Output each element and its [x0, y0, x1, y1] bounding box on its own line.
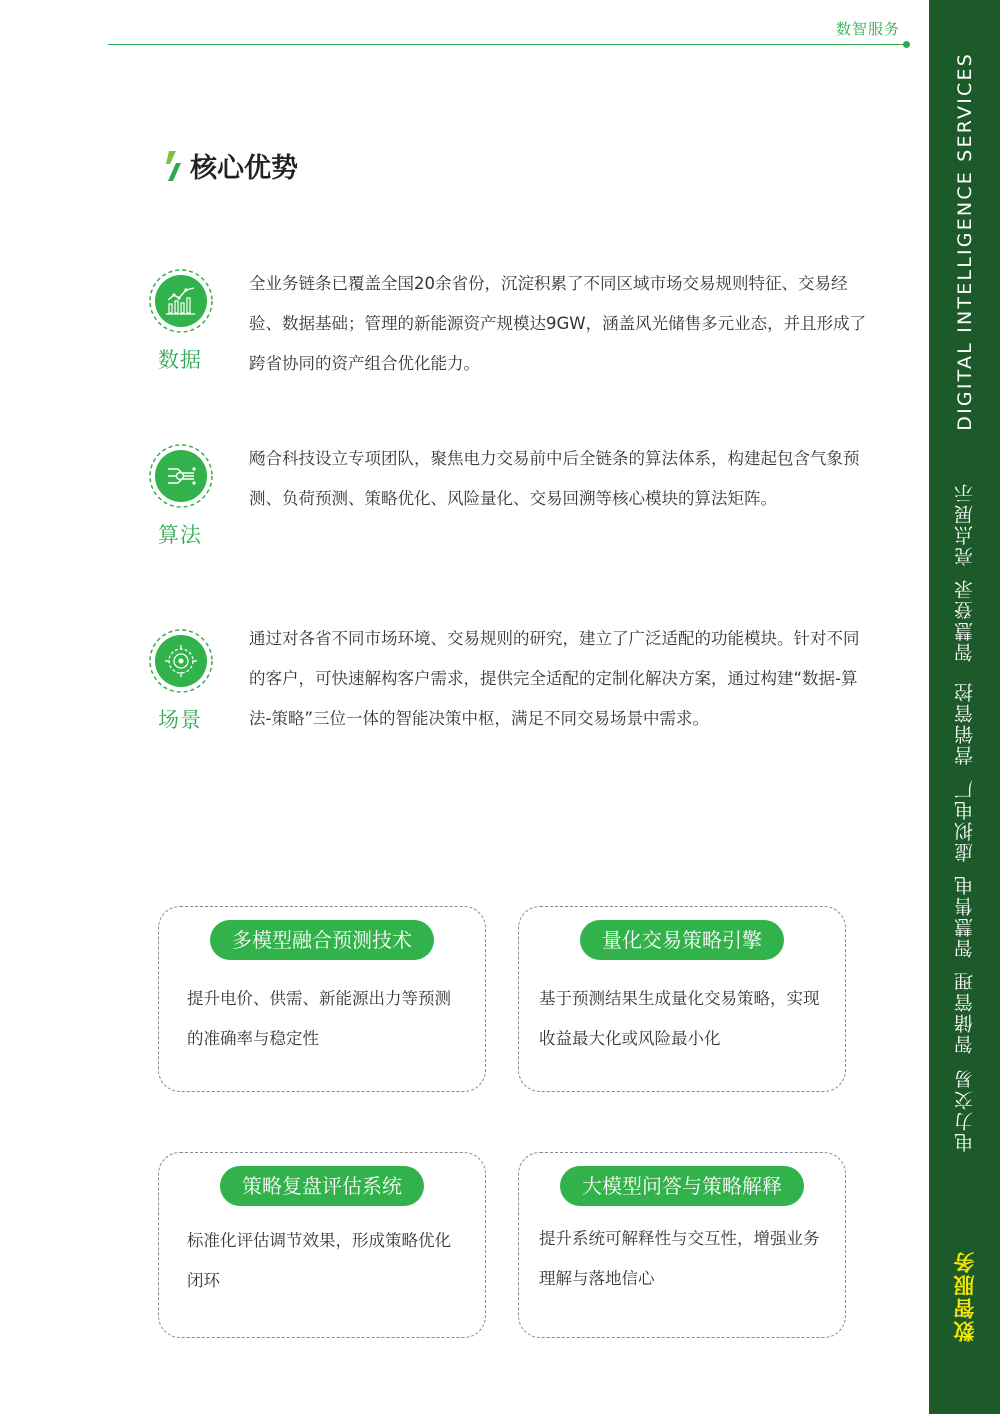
advantage-label: 场景 [158, 708, 202, 732]
page-title: 核心优势 [190, 153, 298, 184]
feature-card [518, 1152, 846, 1338]
advantage-description: 通过对各省不同市场环境、交易规则的研究，建立了广泛适配的功能模块。针对不同的客户，可快速解构客户需求，提供完全适配的定制化解决方案，通过构建“数据-算法-策略”三位一体的智能决策中枢，满足不同交易场景中需求。 [249, 629, 860, 728]
advantage-description: 全业务链条已覆盖全国20余省份，沉淀积累了不同区域市场交易规则特征、交易经验、数据基础；管理的新能源资产规模达9GW，涵盖风光储售多元业态，并且形成了跨省协同的资产组合优化能力。 [249, 274, 867, 373]
sidebar-item-digital-services[interactable]: 数智服务 [952, 1250, 977, 1342]
sidebar-item-smart-retail[interactable]: 智慧售电 [954, 874, 976, 958]
advantage-description: 飏合科技设立专项团队，聚焦电力交易前中后全链条的算法体系，构建起包含气象预测、负荷预测、策略优化、风险量化、交易回溯等核心模块的算法矩阵。 [249, 449, 860, 508]
feature-card [518, 906, 846, 1092]
sidebar-item-power-trading[interactable]: 电力交易 [954, 1068, 976, 1152]
feature-card-title: 策略复盘评估系统 [220, 1166, 424, 1206]
feature-card-body: 提升电价、供需、新能源出力等预测的准确率与稳定性 [187, 989, 451, 1048]
sidebar-item-virtual-power-plant[interactable]: 虚拟电厂 [954, 778, 976, 862]
sidebar-item-highlights[interactable]: 亮点展示 [954, 482, 976, 566]
sidebar-item-storage-management[interactable]: 智储管理 [954, 970, 976, 1054]
feature-card [158, 906, 486, 1092]
sidebar-item-marketing-control[interactable]: 营销管控 [954, 681, 976, 765]
section-title [160, 146, 298, 185]
sidebar-english-title: DIGITAL INTELLIGENCE SERVICES [954, 51, 976, 431]
feature-card-body: 基于预测结果生成量化交易策略，实现收益最大化或风险最小化 [539, 989, 820, 1048]
feature-card-title: 大模型问答与策略解释 [560, 1166, 804, 1206]
lightning-mark-icon [160, 149, 186, 183]
feature-card [158, 1152, 486, 1338]
target-icon [148, 628, 214, 694]
advantage-label: 数据 [158, 348, 202, 372]
feature-card-title: 多模型融合预测技术 [210, 920, 434, 960]
feature-card-title: 量化交易策略引擎 [580, 920, 784, 960]
header-section-label: 数智服务 [835, 20, 900, 38]
chart-icon [148, 268, 214, 334]
algorithm-icon [148, 443, 214, 509]
feature-card-body: 提升系统可解释性与交互性，增强业务理解与落地信心 [539, 1229, 820, 1288]
advantage-label: 算法 [158, 523, 202, 547]
feature-card-body: 标准化评估调节效果，形成策略优化闭环 [187, 1231, 451, 1290]
header-divider-dot [903, 41, 910, 48]
sidebar-item-smart-login[interactable]: 智慧登录 [954, 578, 976, 662]
header-divider [108, 44, 908, 45]
